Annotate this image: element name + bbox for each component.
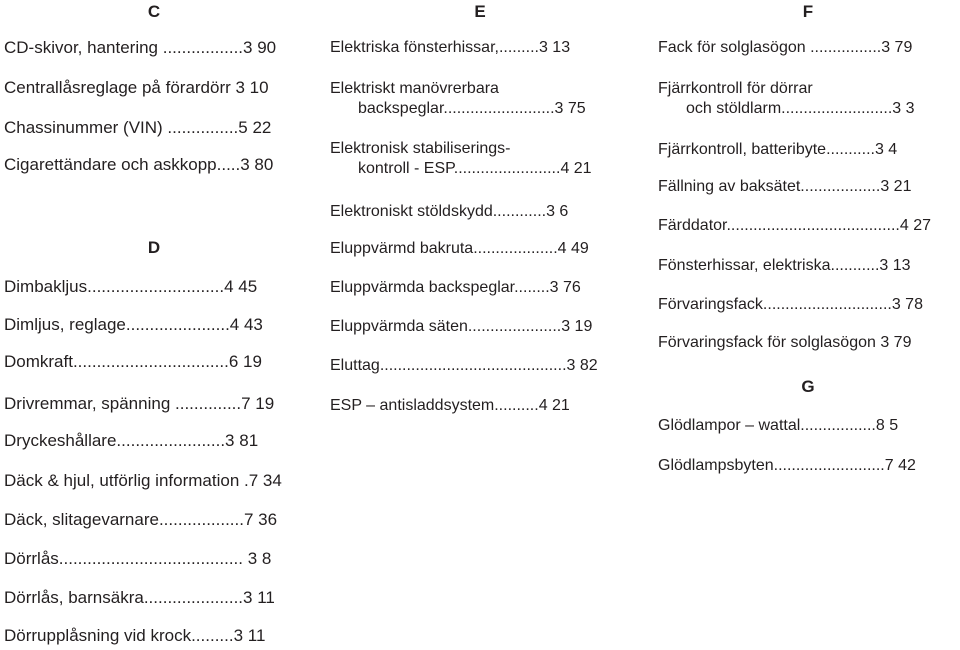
index-entry: CD-skivor, hantering .................3 90 bbox=[4, 38, 277, 57]
entry-line-2: och stöldlarm.........................3 3 bbox=[686, 100, 915, 117]
index-entry: Elektroniskt stöldskydd............3 6 bbox=[330, 203, 569, 220]
index-entry: Glödlampsbyten.........................7 42 bbox=[658, 457, 916, 474]
index-entry: Centrallåsreglage på förardörr 3 10 bbox=[4, 78, 269, 97]
entry-line-2: kontroll - ESP........................4 21 bbox=[358, 160, 592, 177]
entry-line-1: Elektriskt manövrerbara bbox=[330, 80, 499, 97]
index-entry: Cigarettändare och askkopp.....3 80 bbox=[4, 155, 274, 174]
index-entry: ESP – antisladdsystem..........4 21 bbox=[330, 397, 570, 414]
index-entry: Dryckeshållare.......................3 81 bbox=[4, 431, 259, 450]
index-entry: Dörrlås, barnsäkra.....................3 11 bbox=[4, 588, 275, 607]
index-entry: Fjärrkontroll, batteribyte...........3 4 bbox=[658, 141, 898, 158]
index-entry: Glödlampor – wattal.................8 5 bbox=[658, 417, 899, 434]
index-entry: Dimbakljus.............................4 45 bbox=[4, 277, 258, 296]
index-entry: Domkraft.................................6 19 bbox=[4, 352, 262, 371]
index-entry: Eluppvärmda backspeglar........3 76 bbox=[330, 279, 581, 296]
index-entry: Färddator.......................................4 27 bbox=[658, 217, 931, 234]
index-entry: Fack för solglasögon ................3 79 bbox=[658, 39, 913, 56]
section-letter-c: C bbox=[147, 2, 161, 21]
index-entry-multiline bbox=[658, 79, 958, 119]
section-letter-g: G bbox=[801, 377, 815, 396]
index-entry: Förvaringsfack för solglasögon 3 79 bbox=[658, 334, 912, 351]
index-entry: Däck, slitagevarnare..................7 36 bbox=[4, 510, 278, 529]
index-entry: Fällning av baksätet..................3 21 bbox=[658, 178, 912, 195]
section-letter-d: D bbox=[147, 238, 161, 257]
index-entry: Däck & hjul, utförlig information .7 34 bbox=[4, 471, 282, 490]
index-entry: Dimljus, reglage......................4 43 bbox=[4, 315, 263, 334]
index-entry: Dörrlås....................................... 3 8 bbox=[4, 549, 272, 568]
section-letter-e: E bbox=[474, 2, 486, 21]
index-entry: Chassinummer (VIN) ...............5 22 bbox=[4, 118, 272, 137]
index-entry: Eluppvärmd bakruta...................4 49 bbox=[330, 240, 589, 257]
entry-line-2: backspeglar.........................3 75 bbox=[358, 100, 586, 117]
entry-line-1: Elektronisk stabiliserings- bbox=[330, 140, 511, 157]
index-entry: Förvaringsfack.............................3 78 bbox=[658, 296, 923, 313]
index-entry: Eluttag..........................................3 82 bbox=[330, 357, 598, 374]
entry-line-1: Fjärrkontroll för dörrar bbox=[658, 80, 813, 97]
index-entry-multiline bbox=[330, 139, 630, 179]
index-entry-multiline bbox=[330, 79, 630, 119]
index-entry: Eluppvärmda säten.....................3 19 bbox=[330, 318, 593, 335]
section-letter-f: F bbox=[802, 2, 814, 21]
index-entry: Dörrupplåsning vid krock.........3 11 bbox=[4, 626, 266, 645]
index-entry: Drivremmar, spänning ..............7 19 bbox=[4, 394, 275, 413]
index-entry: Elektriska fönsterhissar,.........3 13 bbox=[330, 39, 571, 56]
index-entry: Fönsterhissar, elektriska...........3 13 bbox=[658, 257, 911, 274]
